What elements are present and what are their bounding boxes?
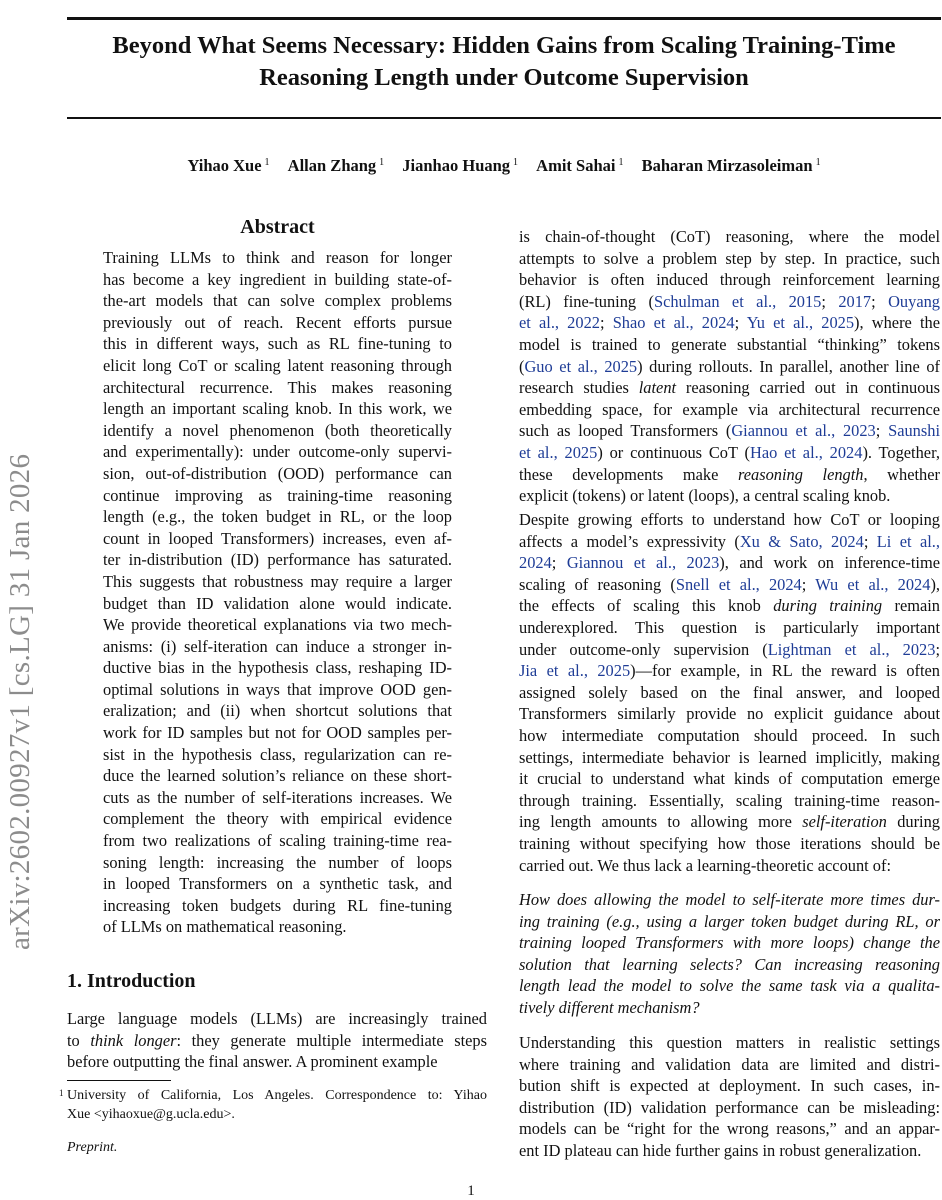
text-run: before outputting the final answer. A prominent example bbox=[67, 1052, 438, 1072]
author bbox=[187, 156, 269, 175]
text-run: continue improving as training-time reasoning bbox=[103, 485, 452, 505]
text-line bbox=[519, 334, 940, 356]
text-line bbox=[519, 725, 940, 747]
affiliation-mark: 1 bbox=[618, 156, 624, 168]
text-run: Training LLMs to think and reason for longer bbox=[103, 248, 452, 267]
text-line bbox=[103, 895, 452, 917]
text-run: Despite growing efforts to understand how CoT or looping bbox=[519, 510, 940, 529]
text-run: model is trained to generate substantial “thinking” tokens bbox=[519, 334, 940, 354]
text-line bbox=[103, 614, 452, 636]
text-run: ; bbox=[871, 291, 889, 311]
text-line bbox=[519, 464, 940, 486]
text-run: distribution (ID) validation performance can be misleading: bbox=[519, 1097, 940, 1117]
text-run: the effects of scaling this knob bbox=[519, 596, 774, 616]
text-line bbox=[103, 657, 452, 679]
text-line bbox=[103, 398, 452, 420]
text-line bbox=[519, 574, 940, 596]
text-line bbox=[519, 312, 940, 334]
text-line bbox=[519, 833, 940, 855]
text-run: ), and work on inference-time bbox=[719, 553, 941, 573]
title-line-1: Beyond What Seems Necessary: Hidden Gains from Scaling Training-Time bbox=[112, 32, 896, 59]
text-run: ; bbox=[863, 531, 877, 551]
text-line bbox=[519, 509, 940, 531]
text-run: this in different ways, such as RL fine-tuning to bbox=[103, 334, 452, 354]
text-line bbox=[519, 811, 940, 833]
text-line bbox=[519, 1118, 940, 1140]
citation-link[interactable]: Xu & Sato, 2024 bbox=[739, 531, 864, 551]
text-line bbox=[103, 679, 452, 701]
emphasis-text: solution that learning selects? Can increasing reasoning bbox=[519, 954, 940, 974]
text-run: sist in the hypothesis class, regularization can re- bbox=[103, 744, 452, 764]
text-line bbox=[103, 765, 452, 787]
citation-link[interactable]: Shao et al., 2024 bbox=[612, 313, 735, 333]
author-name: Allan Zhang bbox=[287, 156, 377, 175]
text-run: explicit (tokens) or latent (loops), a central scaling knob. bbox=[519, 486, 891, 506]
text-run: budget than ID validation alone would indicate. bbox=[103, 593, 452, 613]
text-line bbox=[67, 1030, 487, 1052]
text-line bbox=[103, 485, 452, 507]
text-run: ; bbox=[935, 639, 940, 659]
text-line bbox=[103, 355, 452, 377]
text-line bbox=[519, 552, 940, 574]
text-run: ; bbox=[801, 574, 816, 594]
preprint-note: Preprint. bbox=[67, 1140, 118, 1155]
text-line bbox=[103, 506, 452, 528]
right-paragraph-1 bbox=[519, 226, 940, 507]
text-run: from two realizations of scaling training-time rea- bbox=[103, 831, 452, 851]
text-line bbox=[519, 617, 940, 639]
text-run: models can be “right for the wrong reasons,” and an appar- bbox=[519, 1119, 940, 1139]
text-run: behavior is often induced through reinforcement learning bbox=[519, 270, 940, 290]
text-run: ( bbox=[519, 356, 525, 376]
author bbox=[642, 156, 821, 175]
text-line bbox=[519, 248, 940, 270]
text-run: under outcome-only supervision ( bbox=[519, 639, 768, 659]
author bbox=[288, 156, 385, 175]
text-line bbox=[103, 441, 452, 463]
emphasis-text: How does allowing the model to self-iterate more times dur- bbox=[519, 890, 940, 909]
footnote-mark: 1 bbox=[59, 1088, 64, 1098]
text-run: where training and validation data are limited and distri- bbox=[519, 1054, 940, 1074]
text-line bbox=[103, 269, 452, 291]
text-line bbox=[103, 852, 452, 874]
text-line bbox=[103, 787, 452, 809]
text-line bbox=[67, 1051, 487, 1073]
text-line bbox=[519, 747, 940, 769]
text-line bbox=[103, 247, 452, 269]
emphasis-text: think longer bbox=[90, 1030, 177, 1050]
text-run: : they generate multiple intermediate steps bbox=[176, 1030, 487, 1050]
text-run: cuts as the number of self-iterations increases. We bbox=[103, 787, 452, 807]
text-run: ). Together, bbox=[862, 442, 940, 462]
citation-link[interactable]: Giannou et al., 2023 bbox=[566, 553, 720, 573]
citation-link[interactable]: et al., 2022 bbox=[519, 313, 600, 333]
text-run: We provide theoretical explanations via two mech- bbox=[103, 615, 452, 635]
citation-link[interactable]: Giannou et al., 2023 bbox=[731, 421, 876, 441]
text-run: embedding space, for example via architectural recurrence bbox=[519, 399, 940, 419]
author bbox=[402, 156, 518, 175]
emphasis-text: training looped Transformers with more loops) change the bbox=[519, 933, 940, 953]
citation-link[interactable]: Li et al., bbox=[876, 531, 940, 551]
affiliation-mark: 1 bbox=[513, 156, 519, 168]
author-name: Baharan Mirzasoleiman bbox=[641, 156, 813, 175]
text-run: eralization; and (ii) when shortcut solutions that bbox=[103, 701, 452, 721]
emphasis-text: ing training (e.g., using a larger token budget during RL, or bbox=[519, 911, 940, 931]
intro-paragraph bbox=[67, 1008, 487, 1073]
citation-link[interactable]: Saunshi bbox=[888, 421, 941, 441]
author-name: Amit Sahai bbox=[536, 156, 616, 175]
text-run: these developments make bbox=[519, 464, 738, 484]
affiliation-mark: 1 bbox=[379, 156, 385, 168]
citation-link[interactable]: Ouyang bbox=[888, 291, 940, 311]
emphasis-text: self-iteration bbox=[802, 812, 887, 832]
text-line bbox=[519, 399, 940, 421]
right-paragraph-2 bbox=[519, 509, 940, 876]
text-run: ing length amounts to allowing more bbox=[519, 812, 803, 832]
text-run: architectural recurrence. This makes reasoning bbox=[103, 377, 452, 397]
text-line bbox=[519, 889, 940, 911]
title-line-2: Reasoning Length under Outcome Supervision bbox=[259, 64, 749, 91]
text-run: and experimentally): under outcome-only supervi- bbox=[103, 442, 452, 462]
paper-title bbox=[67, 30, 941, 94]
text-run: count in looped Transformers) increases, even af- bbox=[103, 528, 452, 548]
text-run: carried out. We thus lack a learning-theoretic account of: bbox=[519, 855, 892, 875]
section-heading-introduction: 1. Introduction bbox=[67, 970, 196, 992]
text-run: through training. Essentially, scaling training-time reason- bbox=[519, 790, 940, 810]
emphasis-text: reasoning length bbox=[737, 464, 864, 484]
emphasis-text: during training bbox=[773, 596, 883, 616]
footnote-rule bbox=[67, 1080, 171, 1081]
author bbox=[536, 156, 623, 175]
text-run: increasing token budgets during RL fine-tuning bbox=[103, 895, 452, 915]
text-run: training without specifying how those iterations should be bbox=[519, 833, 940, 853]
text-line bbox=[519, 1097, 940, 1119]
citation-link[interactable]: Guo et al., 2025 bbox=[524, 356, 638, 376]
text-line bbox=[519, 1075, 940, 1097]
text-line bbox=[519, 356, 940, 378]
text-run: Transformers similarly provide no explicit guidance about bbox=[519, 704, 940, 724]
text-line bbox=[67, 1008, 487, 1030]
text-run: ; bbox=[599, 313, 613, 333]
right-paragraph-3 bbox=[519, 1032, 940, 1162]
citation-link[interactable]: 2017 bbox=[838, 291, 872, 311]
text-line bbox=[103, 830, 452, 852]
citation-link[interactable]: et al., 2025 bbox=[519, 442, 598, 462]
text-run: (RL) fine-tuning ( bbox=[519, 291, 654, 311]
text-line bbox=[519, 932, 940, 954]
text-run: sion, out-of-distribution (OOD) performance can bbox=[103, 463, 452, 483]
text-line bbox=[103, 377, 452, 399]
footnote bbox=[59, 1086, 487, 1124]
text-run: Large language models (LLMs) are increasingly trained bbox=[67, 1009, 487, 1028]
text-run: optimal solutions in ways that improve OOD gen- bbox=[103, 679, 452, 699]
text-run: length an important scaling knob. In this work, we bbox=[103, 399, 452, 419]
text-run: the-art models that can solve complex problems bbox=[103, 291, 452, 311]
text-run: assigned solely based on the final answer, and looped bbox=[519, 682, 940, 702]
text-run: identify a novel phenomenon (both theoretically bbox=[103, 420, 452, 440]
text-run: anisms: (i) self-iteration can induce a stronger in- bbox=[103, 636, 452, 656]
text-line bbox=[519, 595, 940, 617]
text-line bbox=[519, 682, 940, 704]
text-line bbox=[519, 291, 940, 313]
text-run: ; bbox=[551, 553, 567, 573]
text-line bbox=[519, 377, 940, 399]
text-run: ) during rollouts. In parallel, another line of bbox=[637, 356, 941, 376]
text-run: duce the learned solution’s reliance on these short- bbox=[103, 766, 452, 786]
text-line bbox=[519, 1054, 940, 1076]
text-run: reasoning carried out in continuous bbox=[676, 378, 940, 398]
text-run: elicit long CoT or scaling latent reasoning through bbox=[103, 355, 452, 375]
text-line bbox=[103, 744, 452, 766]
citation-link[interactable]: Wu et al., 2024 bbox=[815, 574, 931, 594]
abstract-heading: Abstract bbox=[240, 216, 315, 238]
text-line bbox=[519, 660, 940, 682]
text-run: ductive bias in the hypothesis class, reshaping ID- bbox=[103, 658, 452, 678]
text-line bbox=[103, 528, 452, 550]
text-line bbox=[519, 768, 940, 790]
text-line bbox=[103, 722, 452, 744]
text-run: such as looped Transformers ( bbox=[519, 421, 732, 441]
text-line bbox=[519, 703, 940, 725]
text-line bbox=[519, 975, 940, 997]
citation-link[interactable]: Yu et al., 2025 bbox=[746, 313, 855, 333]
text-line bbox=[103, 636, 452, 658]
text-run: ), bbox=[930, 574, 941, 594]
text-line bbox=[519, 420, 940, 442]
text-line bbox=[103, 571, 452, 593]
text-run: ) or continuous CoT ( bbox=[597, 442, 750, 462]
text-line bbox=[103, 873, 452, 895]
text-run: work for ID samples but not for OOD samples per- bbox=[103, 723, 452, 743]
text-line bbox=[67, 1105, 487, 1124]
author-list bbox=[67, 156, 941, 176]
affiliation-mark: 1 bbox=[815, 156, 821, 168]
text-run: Xue <yihaoxue@g.ucla.edu>. bbox=[67, 1107, 235, 1122]
text-line bbox=[519, 531, 940, 553]
text-line bbox=[519, 997, 940, 1019]
text-line bbox=[103, 549, 452, 571]
text-line bbox=[519, 442, 940, 464]
text-run: , whether bbox=[863, 464, 940, 484]
research-question-quote bbox=[519, 889, 940, 1019]
text-line bbox=[103, 420, 452, 442]
text-line bbox=[103, 593, 452, 615]
citation-link[interactable]: Hao et al., 2024 bbox=[750, 442, 863, 462]
citation-link[interactable]: Schulman et al., 2015 bbox=[653, 291, 822, 311]
citation-link[interactable]: Snell et al., 2024 bbox=[675, 574, 802, 594]
text-line bbox=[103, 916, 452, 938]
text-run: of LLMs on mathematical reasoning. bbox=[103, 917, 347, 937]
text-run: how intermediate computation should proceed. In such bbox=[519, 725, 940, 745]
text-run: ; bbox=[734, 313, 747, 333]
text-run: bution shift is expected at deployment. In such cases, in- bbox=[519, 1076, 940, 1096]
text-line bbox=[103, 463, 452, 485]
text-run: length (e.g., the token budget in RL, or the loop bbox=[103, 507, 452, 527]
text-run: University of California, Los Angeles. Correspondence to: Yihao bbox=[67, 1088, 487, 1103]
text-run: Understanding this question matters in realistic settings bbox=[519, 1033, 940, 1052]
footnote-text bbox=[67, 1086, 487, 1124]
text-run: attempts to solve a problem step by step. In practice, such bbox=[519, 248, 940, 268]
text-run: )—for example, in RL the reward is often bbox=[630, 661, 940, 681]
text-line bbox=[519, 790, 940, 812]
text-run: affects a model’s expressivity ( bbox=[519, 531, 740, 551]
emphasis-text: tively different mechanism? bbox=[519, 997, 700, 1017]
text-run: is chain-of-thought (CoT) reasoning, where the model bbox=[519, 227, 940, 246]
text-line bbox=[103, 333, 452, 355]
text-run: has become a key ingredient in building state-of- bbox=[103, 269, 452, 289]
text-run: to bbox=[67, 1030, 91, 1050]
citation-link[interactable]: Lightman et al., 2023 bbox=[767, 639, 936, 659]
text-run: scaling of reasoning ( bbox=[519, 574, 676, 594]
text-line bbox=[67, 1086, 487, 1105]
page-number: 1 bbox=[467, 1183, 475, 1199]
text-line bbox=[519, 855, 940, 877]
text-line bbox=[103, 290, 452, 312]
emphasis-text: length lead the model to solve the same task via a qualita- bbox=[519, 976, 940, 996]
text-run: underexplored. This question is particularly important bbox=[519, 617, 940, 637]
text-run: previously out of reach. Recent efforts pursue bbox=[103, 312, 452, 332]
text-run: ; bbox=[875, 421, 889, 441]
text-run: in looped Transformers on a synthetic task, and bbox=[103, 874, 452, 894]
text-line bbox=[519, 269, 940, 291]
text-run: it crucial to understand what kinds of computation emerge bbox=[519, 769, 940, 789]
text-line bbox=[103, 312, 452, 334]
text-run: remain bbox=[882, 596, 941, 616]
text-line bbox=[519, 911, 940, 933]
text-run: ter in-distribution (ID) performance has saturated. bbox=[103, 550, 452, 570]
text-run: soning length: increasing the number of loops bbox=[103, 852, 452, 872]
text-run: ), where the bbox=[854, 313, 940, 333]
author-name: Yihao Xue bbox=[187, 156, 262, 175]
text-line bbox=[519, 639, 940, 661]
text-line bbox=[519, 1032, 940, 1054]
emphasis-text: latent bbox=[638, 378, 677, 398]
text-run: ; bbox=[821, 291, 839, 311]
text-run: research studies bbox=[519, 378, 639, 398]
text-line bbox=[519, 1140, 940, 1162]
abstract-text bbox=[103, 247, 452, 938]
citation-link[interactable]: 2024 bbox=[519, 553, 552, 573]
text-line bbox=[103, 808, 452, 830]
text-line bbox=[519, 954, 940, 976]
title-bottom-rule bbox=[67, 117, 941, 119]
arxiv-identifier[interactable]: arXiv:2602.00927v1 [cs.LG] 31 Jan 2026 bbox=[4, 453, 36, 950]
text-line bbox=[519, 226, 940, 248]
text-run: complement the theory with empirical evidence bbox=[103, 809, 452, 829]
affiliation-mark: 1 bbox=[264, 156, 270, 168]
text-run: settings, intermediate behavior is learned implicitly, making bbox=[519, 747, 940, 767]
top-rule bbox=[67, 17, 941, 20]
text-line bbox=[519, 485, 940, 507]
text-run: ent ID plateau can hide further gains in robust generalization. bbox=[519, 1140, 922, 1160]
text-line bbox=[103, 700, 452, 722]
text-run: during bbox=[886, 812, 940, 832]
citation-link[interactable]: Jia et al., 2025 bbox=[519, 661, 631, 681]
text-run: This suggests that robustness may require a larger bbox=[103, 571, 452, 591]
author-name: Jianhao Huang bbox=[402, 156, 511, 175]
